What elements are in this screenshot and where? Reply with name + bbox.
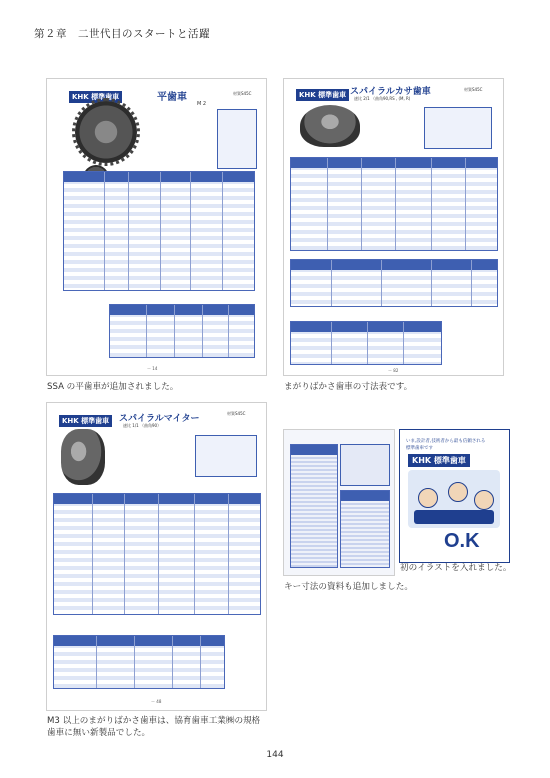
cover-ok-mark: O.K [444, 530, 480, 552]
cover-logo: KHK 標準歯車 [408, 454, 470, 467]
key-drawing [340, 444, 390, 486]
spur-gear-catalog-page [47, 79, 266, 375]
cover-line-2: 標準歯車です [406, 446, 433, 451]
miter-drawing [195, 435, 257, 477]
miter-torque-table [53, 635, 225, 689]
cover-illustration [408, 470, 500, 528]
bevel-footer: ー 82 [388, 368, 399, 373]
bevel-title: スパイラルカサ歯車 [350, 87, 431, 97]
miter-sub: 速比 1/1 （曲角90） [123, 423, 162, 428]
cover-line-1: いま,設計者,技術者から最も信頼される [406, 439, 486, 444]
bevel-table-2 [290, 259, 498, 307]
miter-gear-photo [61, 429, 105, 485]
caption-key: キー寸法の資料も追加しました。 [284, 582, 413, 592]
miter-dimension-table [53, 493, 261, 615]
bevel-table-1 [290, 157, 498, 251]
caption-miter-1: M3 以上のまがりばかさ歯車は、協育歯車工業㈱の規格 [47, 716, 261, 726]
chapter-header: 第２章 二世代目のスタートと活躍 [34, 28, 210, 40]
illustration-cover-page [400, 430, 509, 562]
caption-bevel: まがりばかさ歯車の寸法表です。 [284, 382, 413, 392]
spur-dimension-table [63, 171, 255, 291]
miter-material: 材質S45C [227, 411, 246, 416]
page-number: 144 [266, 750, 284, 760]
caption-illustration: 初のイラストを入れました。 [400, 563, 512, 573]
khk-logo: KHK 標準歯車 [69, 91, 122, 103]
spur-title: 平歯車 [157, 92, 187, 103]
khk-logo: KHK 標準歯車 [59, 415, 112, 427]
spur-module: M 2 [197, 101, 207, 107]
key-dimension-page [284, 430, 394, 575]
bevel-drawing [424, 107, 492, 149]
spiral-miter-catalog-page [47, 403, 266, 710]
bevel-sub: 速比 2/1 （曲角90,RS , (M, R) [354, 96, 411, 101]
bevel-gear-photo [300, 105, 360, 147]
spur-torque-table [109, 304, 255, 358]
spur-gear-teeth [72, 98, 140, 166]
spur-material: 材質S45C [233, 91, 252, 96]
bevel-material: 材質S45C [464, 87, 483, 92]
spur-drawing [217, 109, 257, 169]
key-table-left [290, 444, 338, 568]
bevel-torque-table [290, 321, 442, 365]
spur-footer: ー 14 [147, 366, 158, 371]
miter-footer: ー 48 [151, 699, 162, 704]
spiral-bevel-catalog-page [284, 79, 503, 375]
caption-spur: SSA の平歯車が追加されました。 [47, 382, 179, 392]
miter-title: スパイラルマイター [119, 414, 200, 424]
key-table-right [340, 490, 390, 568]
khk-logo: KHK 標準歯車 [296, 89, 349, 101]
caption-miter-2: 歯車に無い新製品でした。 [47, 728, 151, 738]
